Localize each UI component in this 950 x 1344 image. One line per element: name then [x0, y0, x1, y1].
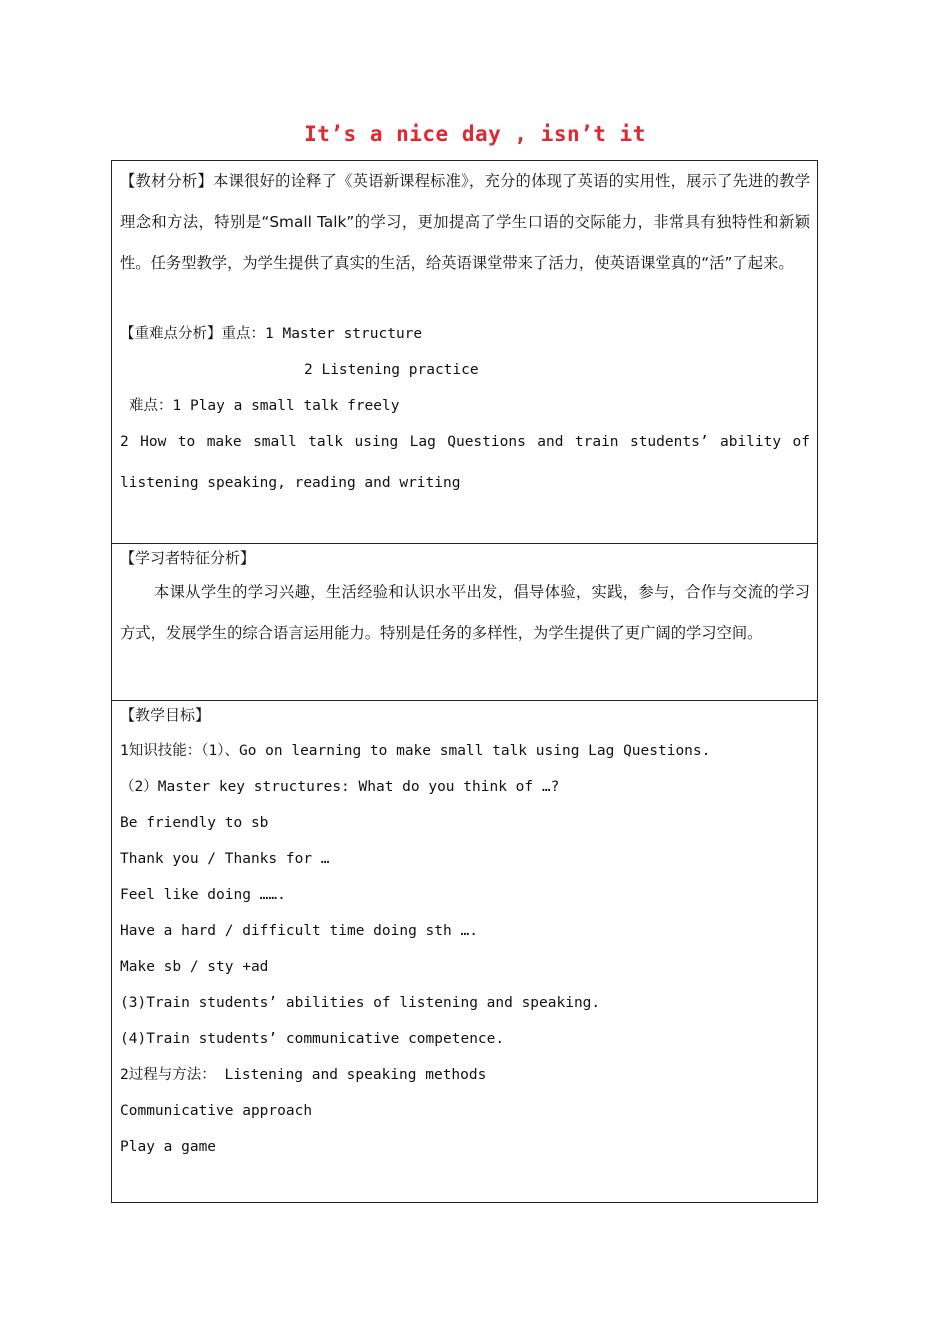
- objective-line: （2）Master key structures: What do you think of …?: [120, 779, 560, 795]
- objective-line: 2过程与方法： Listening and speaking methods: [120, 1067, 487, 1083]
- lesson-plan-table: [111, 160, 818, 1203]
- learner-analysis-heading: 【学习者特征分析】: [120, 549, 256, 567]
- objective-line: Thank you / Thanks for …: [120, 851, 330, 867]
- teaching-objectives-heading: 【教学目标】: [120, 706, 211, 724]
- material-analysis-paragraph: 【教材分析】本课很好的诠释了《英语新课程标准》，充分的体现了英语的实用性，展示了先进的教学理念和方法，特别是“Small Talk”的学习，更加提高了学生口语的交际能力，非常具有独特性和新颖性。任务型教学，为学生提供了真实的生活，给英语课堂带来了活力，使英语课堂真的“活”了起来。: [120, 172, 810, 272]
- learner-analysis-paragraph: 本课从学生的学习兴趣，生活经验和认识水平出发，倡导体验，实践，参与，合作与交流的学习方式，发展学生的综合语言运用能力。特别是任务的多样性，为学生提供了更广阔的学习空间。: [120, 583, 810, 642]
- page-title: It’s a nice day , isn’t it: [304, 122, 646, 146]
- objective-line: Feel like doing …….: [120, 887, 286, 903]
- learner-analysis-cell: [112, 544, 817, 701]
- key-points-line-2: 2 Listening practice: [304, 362, 479, 378]
- objective-line: 1知识技能：（1）、Go on learning to make small talk using Lag Questions.: [120, 743, 711, 759]
- teaching-objectives-cell: [112, 701, 817, 1202]
- objective-line: Have a hard / difficult time doing sth ….: [120, 923, 478, 939]
- difficulty-line-2b: listening speaking, reading and writing: [120, 475, 461, 491]
- objective-line: (4)Train students’ communicative competence.: [120, 1031, 505, 1047]
- objective-line: Make sb / sty +ad: [120, 959, 269, 975]
- objective-line: Communicative approach: [120, 1103, 313, 1119]
- objective-line: Play a game: [120, 1139, 217, 1155]
- difficulty-line-1: 难点：1 Play a small talk freely: [129, 398, 400, 414]
- objective-line: Be friendly to sb: [120, 815, 269, 831]
- objective-line: (3)Train students’ abilities of listening and speaking.: [120, 995, 601, 1011]
- key-points-line-1: 【重难点分析】重点：1 Master structure: [120, 326, 423, 342]
- difficulty-line-2a: 2 How to make small talk using Lag Questions and train students’ ability of: [120, 434, 810, 450]
- material-analysis-cell: [112, 161, 817, 544]
